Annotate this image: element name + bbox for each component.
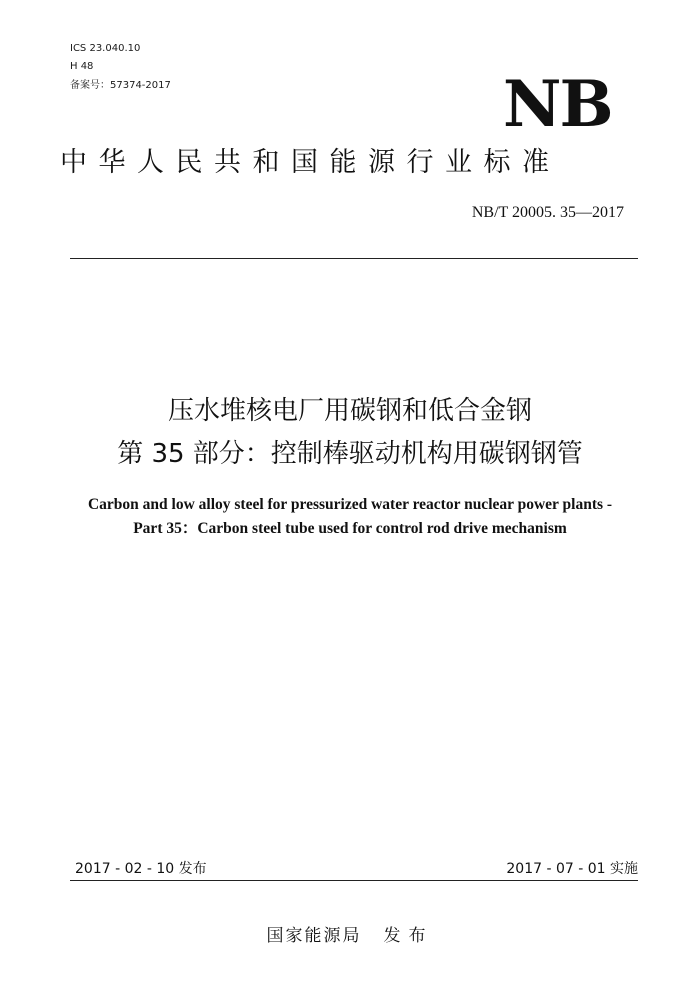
category-code: H 48: [70, 61, 94, 72]
title-cn-line2: 第 35 部分：控制棒驱动机构用碳钢钢管: [117, 439, 583, 469]
effective-date: 2017 - 07 - 01 实施: [506, 861, 638, 877]
title-en-line1: Carbon and low alloy steel for pressurized water reactor nuclear power plants -: [87, 496, 613, 513]
issuer-action: 发布: [383, 926, 434, 946]
standard-number: NB/T 20005. 35—2017: [471, 204, 624, 221]
title-en-line2: Part 35：Carbon steel tube used for control rod drive mechanism: [133, 520, 567, 537]
issue-date: 2017 - 02 - 10 发布: [75, 861, 207, 877]
ics-code: ICS 23.040.10: [70, 43, 141, 54]
bottom-divider: [70, 880, 638, 881]
issuer-org: 国家能源局: [266, 926, 362, 946]
issuer-line: [0, 925, 700, 947]
title-cn-line1: 压水堆核电厂用碳钢和低合金钢: [167, 396, 532, 426]
standard-name: 中华人民共和国能源行业标准: [60, 147, 561, 178]
nb-logo: NB: [503, 67, 612, 142]
top-divider: [70, 258, 638, 259]
record-number: 备案号：57374-2017: [70, 80, 171, 91]
